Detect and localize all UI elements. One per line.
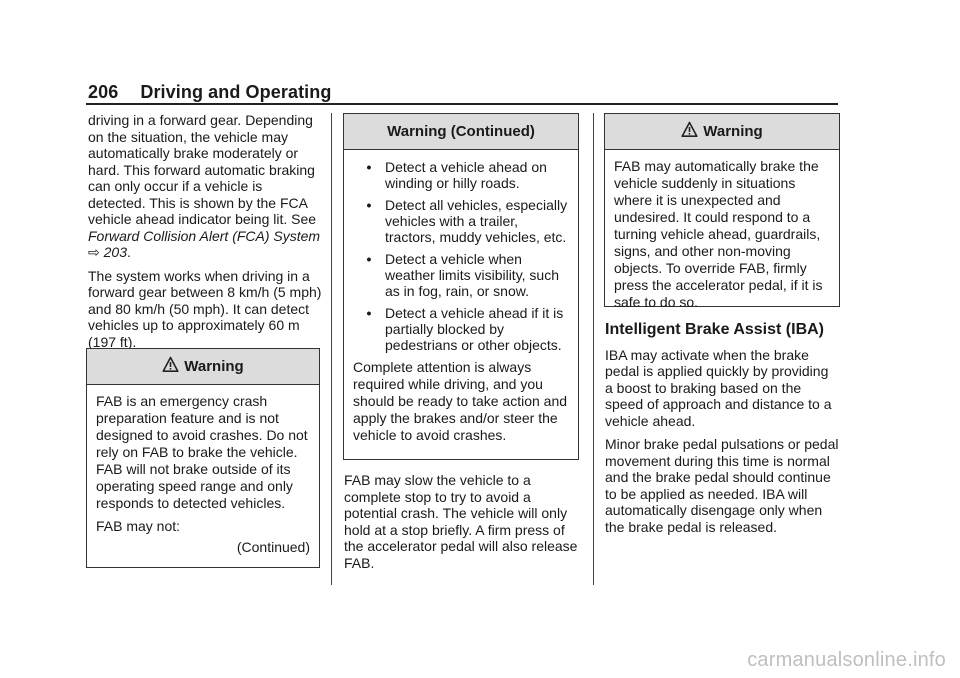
continued-label: (Continued) bbox=[236, 539, 310, 555]
paragraph-iba-activation: IBA may activate when the brake pedal is applied quickly by providing a boost to braking based on the speed of approach and distance to a vehicle ahead. bbox=[605, 346, 832, 429]
page-ref-arrow-icon: ⇨ bbox=[88, 244, 100, 260]
warning-box-1 bbox=[86, 348, 320, 568]
warning-text-2: FAB may not: bbox=[96, 518, 181, 534]
header-rule bbox=[86, 103, 838, 105]
warning-body bbox=[87, 385, 319, 560]
paragraph-speed-range: The system works when driving in a forward gear between 8 km/h (5 mph) and 80 km/h (50 mph). It can detect vehicles up to approximately 60 m (197 ft). bbox=[88, 267, 322, 350]
warning-box-2 bbox=[343, 113, 579, 460]
paragraph-intro: driving in a forward gear. Depending on the situation, the vehicle may automatically brake moderately or hard. This forward automatic braking can only occur if a vehicle is detected. This is shown by the FCA vehicle ahead indicator being lit. See Forward Collision Alert (FCA) System ⇨ 203. bbox=[88, 112, 321, 260]
warning-title: Warning (Continued) bbox=[387, 123, 535, 140]
warning-title: Warning bbox=[703, 123, 763, 140]
watermark: carmanualsonline.info bbox=[747, 649, 946, 671]
warning-body bbox=[344, 150, 578, 454]
list-item: • Detect a vehicle ahead if it is partially blocked by pedestrians or other objects. bbox=[353, 305, 569, 353]
list-item: • Detect a vehicle when weather limits visibility, such as in fog, rain, or snow. bbox=[353, 251, 569, 299]
warning-text: FAB is an emergency crash preparation feature and is not designed to avoid crashes. Do not rely on FAB to brake the vehicle. FAB will not brake outside of its operating speed range and only responds to detected vehicles. bbox=[96, 393, 308, 511]
warning-closing-text: Complete attention is always required while driving, and you should be ready to take action and apply the brakes and/or steer the vehicle to avoid crashes. bbox=[353, 359, 568, 443]
page-number: 206 bbox=[88, 82, 119, 102]
bullet: • bbox=[366, 305, 372, 321]
warning-header bbox=[344, 114, 578, 150]
column-divider-left bbox=[331, 113, 332, 585]
section-heading: Intelligent Brake Assist (IBA) bbox=[605, 321, 825, 338]
bullet: • bbox=[366, 159, 372, 175]
warning-header bbox=[605, 114, 839, 150]
list-item: • Detect all vehicles, especially vehicles with a trailer, tractors, muddy vehicles, etc. bbox=[353, 197, 569, 245]
bullet: • bbox=[366, 251, 372, 267]
warning-bullet-list bbox=[353, 159, 569, 353]
column-1 bbox=[88, 112, 322, 357]
warning-box-3 bbox=[604, 113, 840, 310]
column-3-text bbox=[605, 322, 839, 542]
section-title: Driving and Operating bbox=[140, 82, 332, 102]
column-2-text bbox=[344, 472, 580, 578]
warning-body bbox=[605, 150, 839, 321]
warning-triangle-icon bbox=[681, 121, 698, 142]
cross-reference-page[interactable]: 203 bbox=[103, 244, 127, 260]
warning-triangle-icon bbox=[162, 356, 179, 377]
column-divider-right bbox=[593, 113, 594, 585]
warning-title: Warning bbox=[184, 358, 244, 375]
paragraph-iba-pulsations: Minor brake pedal pulsations or pedal movement during this time is normal and the brake pedal should continue to be applied as needed. IBA will automatically disengage only when the brake pedal is released. bbox=[605, 436, 839, 535]
cross-reference-link[interactable]: Forward Collision Alert (FCA) System bbox=[88, 227, 321, 244]
page-header bbox=[88, 82, 331, 103]
list-item: • Detect a vehicle ahead on winding or hilly roads. bbox=[353, 159, 569, 191]
warning-header bbox=[87, 349, 319, 385]
bullet: • bbox=[366, 197, 372, 213]
paragraph-stop-hold: FAB may slow the vehicle to a complete stop to try to avoid a potential crash. The vehicle will only hold at a stop briefly. A firm press of the accelerator pedal will also release FAB. bbox=[344, 472, 578, 571]
warning-text: FAB may automatically brake the vehicle suddenly in situations where it is unexpected and undesired. It could respond to a turning vehicle ahead, guardrails, signs, and other non-moving objects. To override FAB, firmly press the accelerator pedal, if it is safe to do so. bbox=[614, 158, 823, 310]
